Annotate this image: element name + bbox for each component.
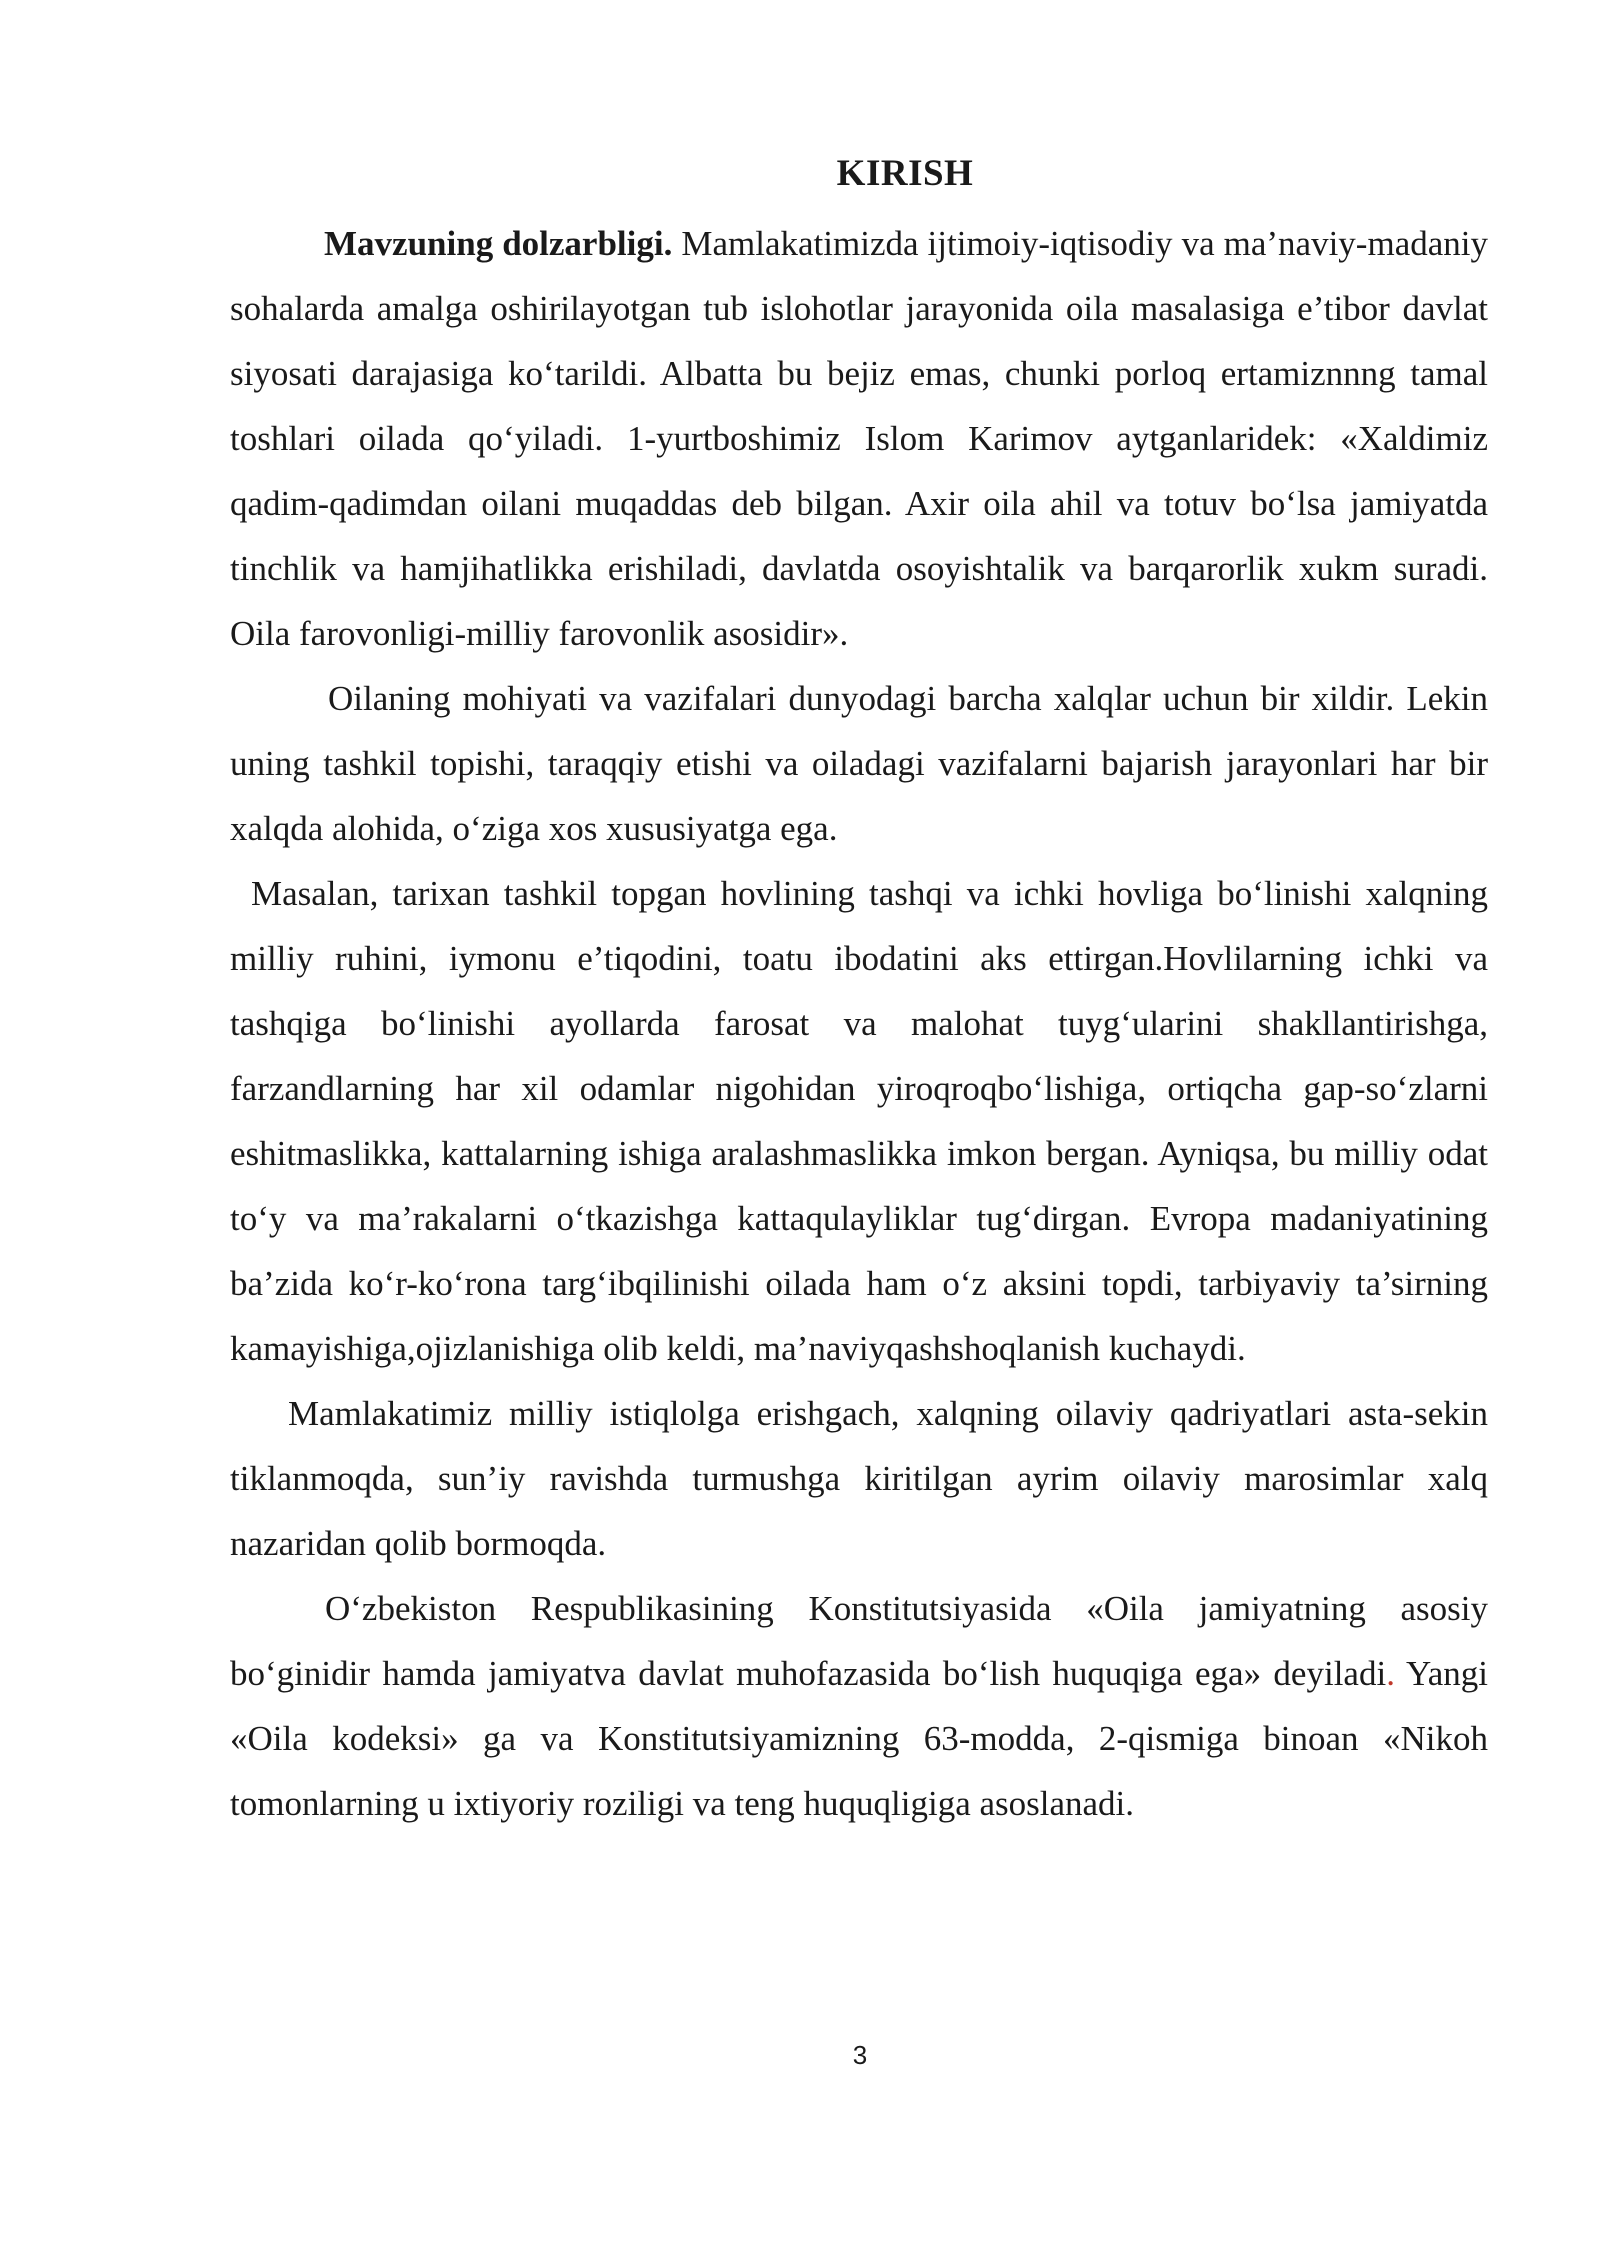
paragraph-text: Mamlakatimiz milliy istiqlolga erishgach, xalqning oilaviy qadriyatlari asta-sekin tiklanmoqda, sun’iy ravishda turmushga kiritilgan ayrim oilaviy marosimlar xalq nazaridan qolib bormoqda. <box>230 1394 1488 1563</box>
page-number: 3 <box>852 2040 868 2070</box>
paragraph-courtyard-example <box>230 861 1488 1381</box>
document-body <box>230 211 1488 1836</box>
paragraph-lead: Mavzuning dolzarbligi. <box>324 224 673 263</box>
page-title: KIRISH <box>836 153 974 194</box>
paragraph-constitution <box>230 1576 1488 1836</box>
marked-dot: . <box>1386 1654 1395 1693</box>
paragraph-text: O‘zbekiston Respublikasining Konstitutsiyasida «Oila jamiyatning asosiy bo‘ginidir hamda jamiyatva davlat muhofazasida bo‘lish huquqiga ega» deyiladi <box>230 1589 1488 1693</box>
paragraph-text: Oilaning mohiyati va vazifalari dunyodagi barcha xalqlar uchun bir xildir. Lekin uning tashkil topishi, taraqqiy etishi va oiladagi vazifalarni bajarish jarayonlari har bir xalqda alohida, o‘ziga xos xususiyatga ega. <box>230 679 1488 848</box>
paragraph-relevance <box>230 211 1488 666</box>
paragraph-text: Mamlakatimizda ijtimoiy-iqtisodiy va ma’naviy-madaniy sohalarda amalga oshirilayotgan tub islohotlar jarayonida oila masalasiga e’tibor davlat siyosati darajasiga ko‘tarildi. Albatta bu bejiz emas, chunki porloq ertamiznnng tamal toshlari oilada qo‘yiladi. 1-yurtboshimiz Islom Karimov aytganlaridek: «Xaldimiz qadim-qadimdan oilani muqaddas deb bilgan. Axir oila ahil va totuv bo‘lsa jamiyatda tinchlik va hamjihatlikka erishiladi, davlatda osoyishtalik va barqarorlik xukm suradi. Oila farovonligi-milliy farovonlik asosidir». <box>230 224 1488 653</box>
paragraph-family-essence <box>230 666 1488 861</box>
paragraph-text: Yangi «Oila kodeksi» ga va Konstitutsiyamizning 63-modda, 2-qismiga binoan «Nikoh tomonlarning u ixtiyoriy roziligi va teng huquqligiga asoslanadi. <box>230 1654 1489 1823</box>
paragraph-independence <box>230 1381 1488 1576</box>
paragraph-text: Masalan, tarixan tashkil topgan hovlining tashqi va ichki hovliga bo‘linishi xalqning milliy ruhini, iymonu e’tiqodini, toatu ibodatini aks ettirgan.Hovlilarning ichki va tashqiga bo‘linishi ayollarda farosat va malohat tuyg‘ularini shakllantirishga, farzandlarning har xil odamlar nigohidan yiroqroqbo‘lishiga, ortiqcha gap-so‘zlarni eshitmaslikka, kattalarning ishiga aralashmaslikka imkon bergan. Ayniqsa, bu milliy odat to‘y va ma’rakalarni o‘tkazishga kattaqulayliklar tug‘dirgan. Evropa madaniyatining ba’zida ko‘r-ko‘rona targ‘ibqilinishi oilada ham o‘z aksini topdi, tarbiyaviy ta’sirning kamayishiga,ojizlanishiga olib keldi, ma’naviyqashshoqlanish kuchaydi. <box>230 874 1488 1368</box>
